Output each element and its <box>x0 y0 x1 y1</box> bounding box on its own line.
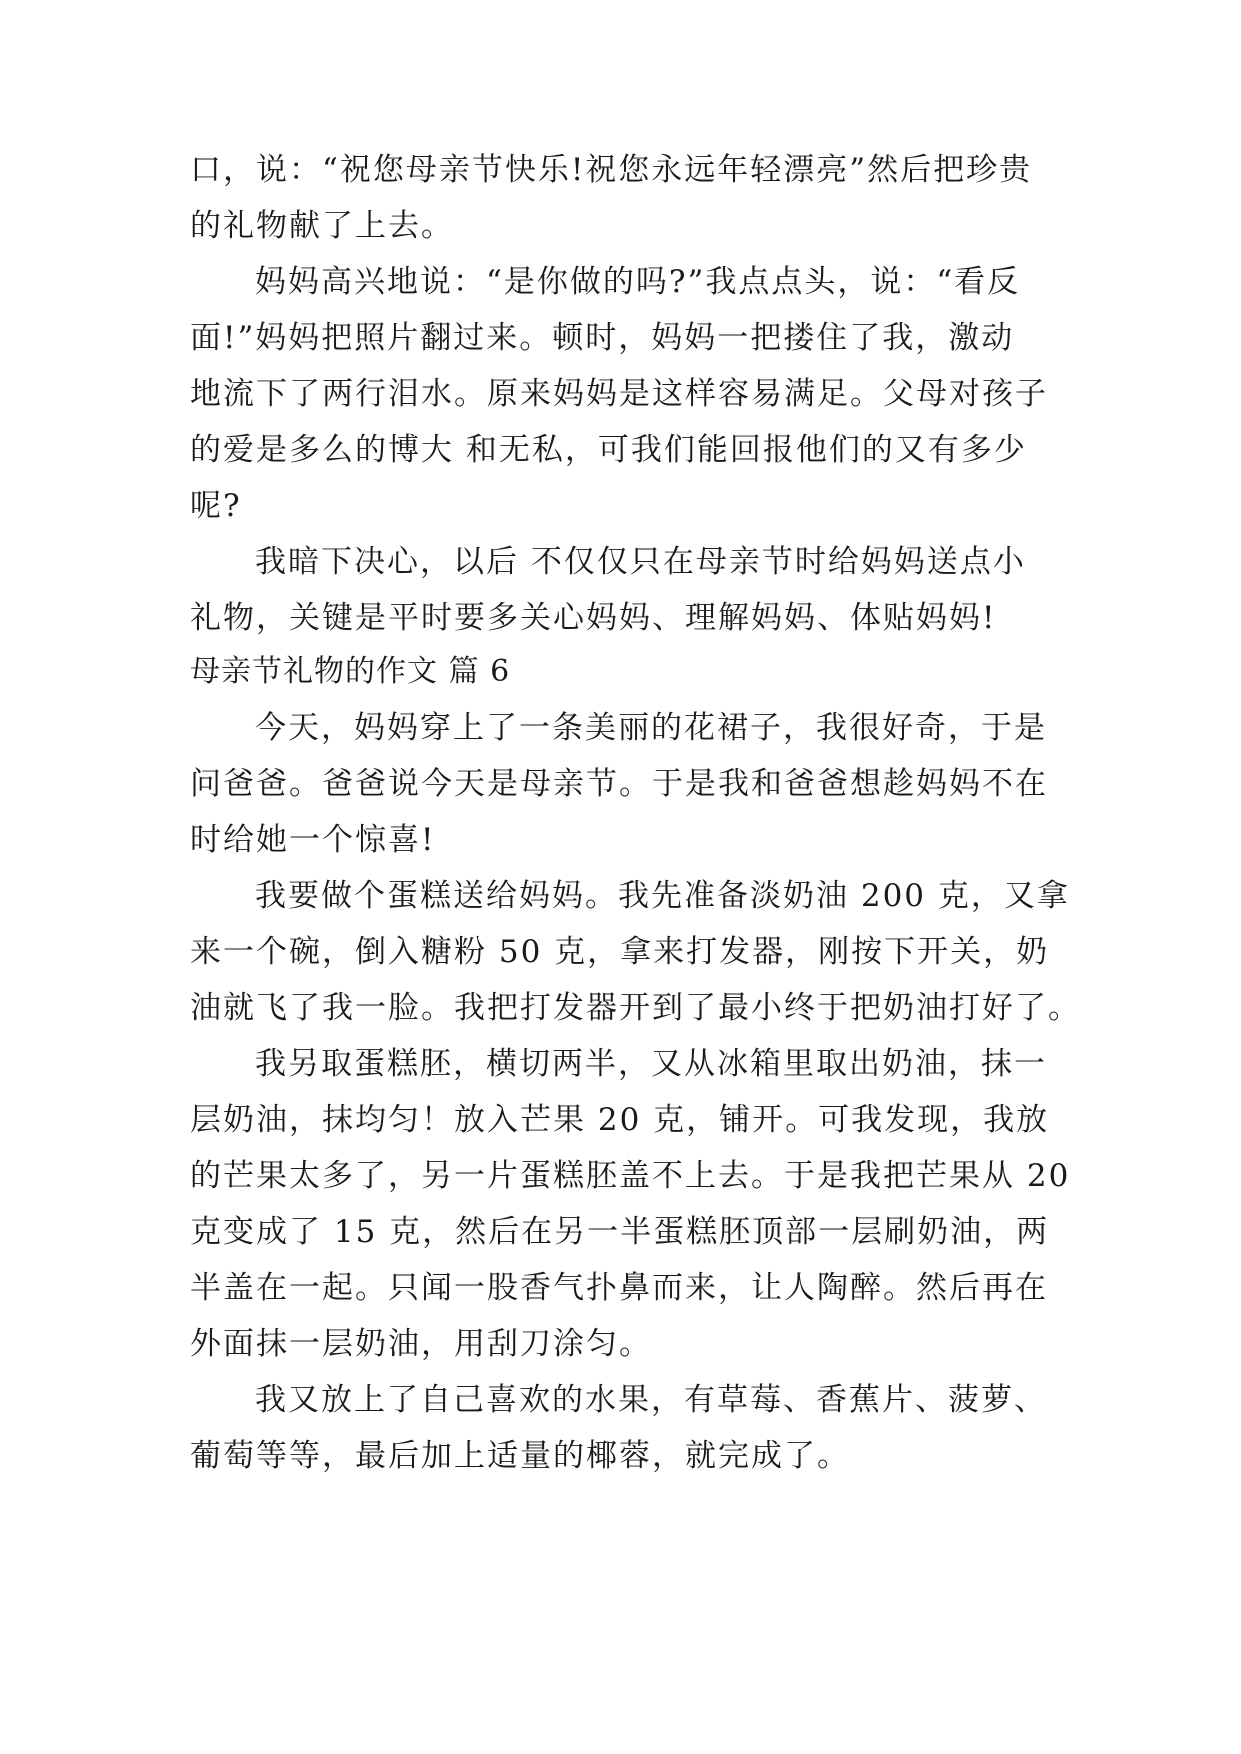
paragraph-start: 我又放上了自己喜欢的水果，有草莓、香蕉片、菠萝、 <box>255 1382 1047 1418</box>
text-line: 葡萄等等，最后加上适量的椰蓉，就完成了。 <box>190 1438 850 1474</box>
paragraph-start: 妈妈高兴地说：“是你做的吗?”我点点头，说：“看反 <box>255 264 1021 300</box>
paragraph-start: 我另取蛋糕胚，横切两半，又从冰箱里取出奶油，抹一 <box>255 1046 1047 1082</box>
text-line: 口，说：“祝您母亲节快乐!祝您永远年轻漂亮”然后把珍贵 <box>190 152 1033 188</box>
paragraph-start: 今天，妈妈穿上了一条美丽的花裙子，我很好奇，于是 <box>255 710 1047 746</box>
text-line: 的芒果太多了，另一片蛋糕胚盖不上去。于是我把芒果从 20 <box>190 1158 1071 1194</box>
text-line: 地流下了两行泪水。原来妈妈是这样容易满足。父母对孩子 <box>190 376 1048 412</box>
text-line: 问爸爸。爸爸说今天是母亲节。于是我和爸爸想趁妈妈不在 <box>190 766 1048 802</box>
text-line: 时给她一个惊喜! <box>190 822 436 858</box>
text-line: 半盖在一起。只闻一股香气扑鼻而来，让人陶醉。然后再在 <box>190 1270 1048 1306</box>
paragraph-start: 我要做个蛋糕送给妈妈。我先准备淡奶油 200 克，又拿 <box>255 878 1070 914</box>
text-line: 礼物，关键是平时要多关心妈妈、理解妈妈、体贴妈妈! <box>190 600 997 636</box>
text-line: 呢? <box>190 488 242 524</box>
text-line: 外面抹一层奶油，用刮刀涂匀。 <box>190 1326 652 1362</box>
text-line: 层奶油，抹均匀！放入芒果 20 克，铺开。可我发现，我放 <box>190 1102 1050 1138</box>
section-heading: 母亲节礼物的作文 篇 6 <box>190 654 511 689</box>
text-line: 克变成了 15 克，然后在另一半蛋糕胚顶部一层刷奶油，两 <box>190 1214 1050 1250</box>
text-line: 油就飞了我一脸。我把打发器开到了最小终于把奶油打好了。 <box>190 990 1081 1026</box>
text-line: 来一个碗，倒入糖粉 50 克，拿来打发器，刚按下开关，奶 <box>190 934 1050 970</box>
text-line: 面!”妈妈把照片翻过来。顿时，妈妈一把搂住了我，激动 <box>190 320 1015 356</box>
text-line: 的礼物献了上去。 <box>190 208 454 244</box>
text-line: 的爱是多么的博大 和无私，可我们能回报他们的又有多少 <box>190 432 1027 468</box>
paragraph-start: 我暗下决心，以后 不仅仅只在母亲节时给妈妈送点小 <box>255 544 1026 580</box>
